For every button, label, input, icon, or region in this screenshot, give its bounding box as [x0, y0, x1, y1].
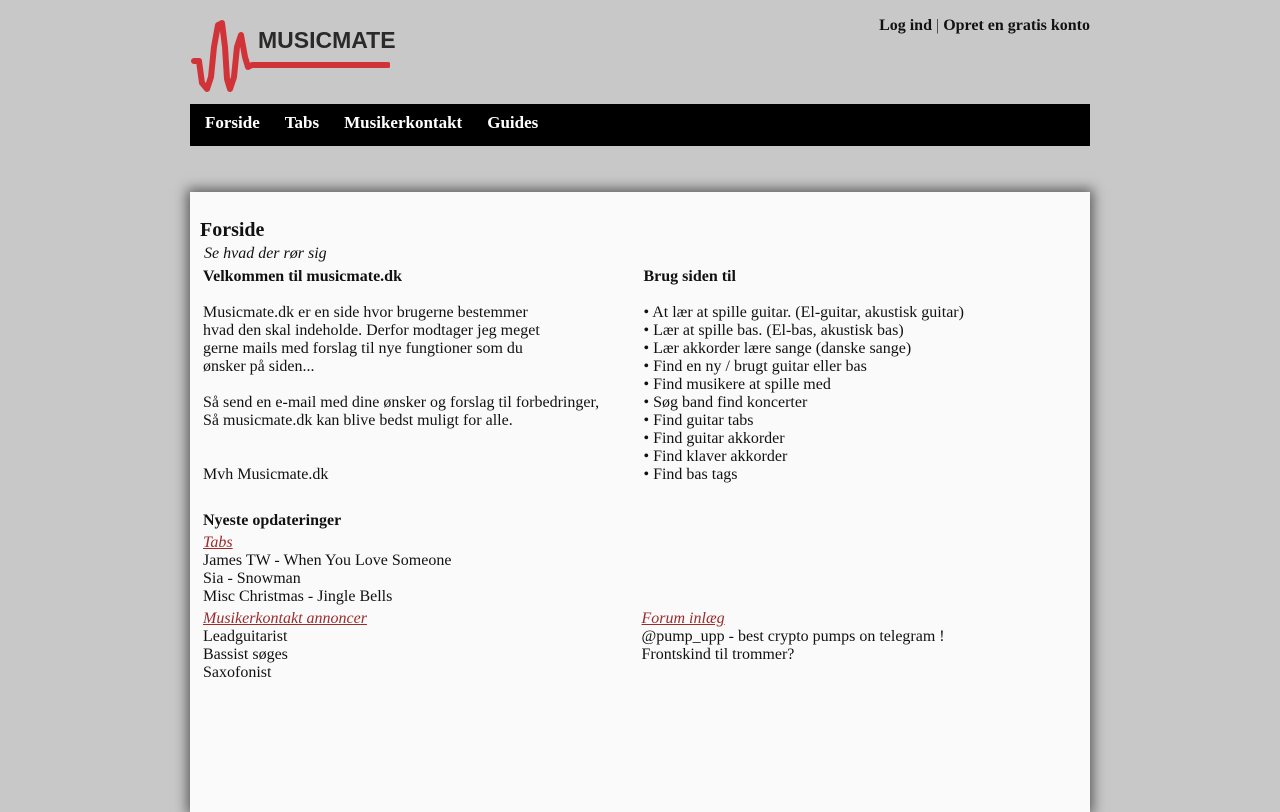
musicmate-logo[interactable]: [190, 17, 396, 95]
list-item: • At lær at spille guitar. (El-guitar, akustisk guitar): [643, 304, 964, 321]
tab-update-item[interactable]: Sia - Snowman: [203, 570, 301, 587]
intro-columns: [200, 268, 1080, 484]
login-link[interactable]: Log ind: [879, 17, 932, 34]
welcome-title: Velkommen til musicmate.dk: [203, 268, 402, 285]
list-item: • Find bas tags: [643, 466, 738, 483]
welcome-paragraph-1: [203, 304, 643, 376]
ads-section-link[interactable]: Musikerkontakt annoncer: [203, 610, 367, 627]
ad-item[interactable]: Saxofonist: [203, 664, 272, 681]
list-item: • Lær at spille bas. (El-bas, akustisk bas): [643, 322, 904, 339]
list-item: • Find guitar akkorder: [643, 430, 785, 447]
welcome-section: [203, 268, 643, 484]
latest-updates: [200, 512, 1080, 682]
signup-link[interactable]: Opret en gratis konto: [943, 17, 1090, 34]
welcome-line: hvad den skal indeholde. Derfor modtager jeg meget: [203, 322, 540, 339]
welcome-line: Så send en e-mail med dine ønsker og forslag til forbedringer,: [203, 394, 600, 411]
ad-item[interactable]: Bassist søges: [203, 646, 288, 663]
welcome-signoff: Mvh Musicmate.dk: [203, 466, 329, 483]
list-item: • Søg band find koncerter: [643, 394, 808, 411]
forum-section: [642, 606, 1081, 682]
forum-post-item[interactable]: @pump_upp - best crypto pumps on telegram !: [641, 628, 945, 645]
welcome-line: gerne mails med forslag til nye fungtioner som du: [203, 340, 523, 357]
usage-title: Brug siden til: [643, 268, 736, 285]
forum-post-item[interactable]: Frontskind til trommer?: [641, 646, 795, 663]
list-item: • Find musikere at spille med: [643, 376, 831, 393]
ads-section: [203, 606, 642, 682]
welcome-line: Musicmate.dk er en side hvor brugerne bestemmer: [203, 304, 528, 321]
list-item: • Find guitar tabs: [643, 412, 754, 429]
list-item: • Lær akkorder lære sange (danske sange): [643, 340, 912, 357]
updates-row: [203, 606, 1080, 682]
nav-item-tabs[interactable]: Tabs: [284, 113, 320, 132]
ad-item[interactable]: Leadguitarist: [203, 628, 288, 645]
nav-item-forside[interactable]: Forside: [205, 113, 260, 132]
user-links: [879, 17, 1090, 35]
main-nav: [190, 104, 1090, 146]
page-title: Forside: [200, 219, 265, 241]
main-content: [190, 192, 1090, 812]
list-item: • Find klaver akkorder: [643, 448, 788, 465]
logo-wordmark: MUSICMATE: [258, 27, 396, 53]
welcome-line: ønsker på siden...: [203, 358, 315, 375]
usage-section: [643, 268, 1080, 484]
user-links-separator: |: [935, 17, 940, 34]
tab-update-item[interactable]: James TW - When You Love Someone: [203, 552, 452, 569]
tab-update-item[interactable]: Misc Christmas - Jingle Bells: [203, 588, 393, 605]
header: [190, 0, 1090, 104]
page-subtitle: Se hvad der rør sig: [204, 245, 327, 262]
page-wrapper: [190, 0, 1090, 812]
forum-section-link[interactable]: Forum inlæg: [641, 610, 725, 627]
nav-item-guides[interactable]: Guides: [487, 113, 539, 132]
welcome-paragraph-2: [203, 394, 643, 430]
updates-title: Nyeste opdateringer: [203, 512, 342, 529]
list-item: • Find en ny / brugt guitar eller bas: [643, 358, 867, 375]
welcome-line: Så musicmate.dk kan blive bedst muligt for alle.: [203, 412, 513, 429]
usage-list: [643, 304, 1080, 484]
nav-item-musikerkontakt[interactable]: Musikerkontakt: [344, 113, 463, 132]
tabs-section-link[interactable]: Tabs: [203, 534, 233, 551]
